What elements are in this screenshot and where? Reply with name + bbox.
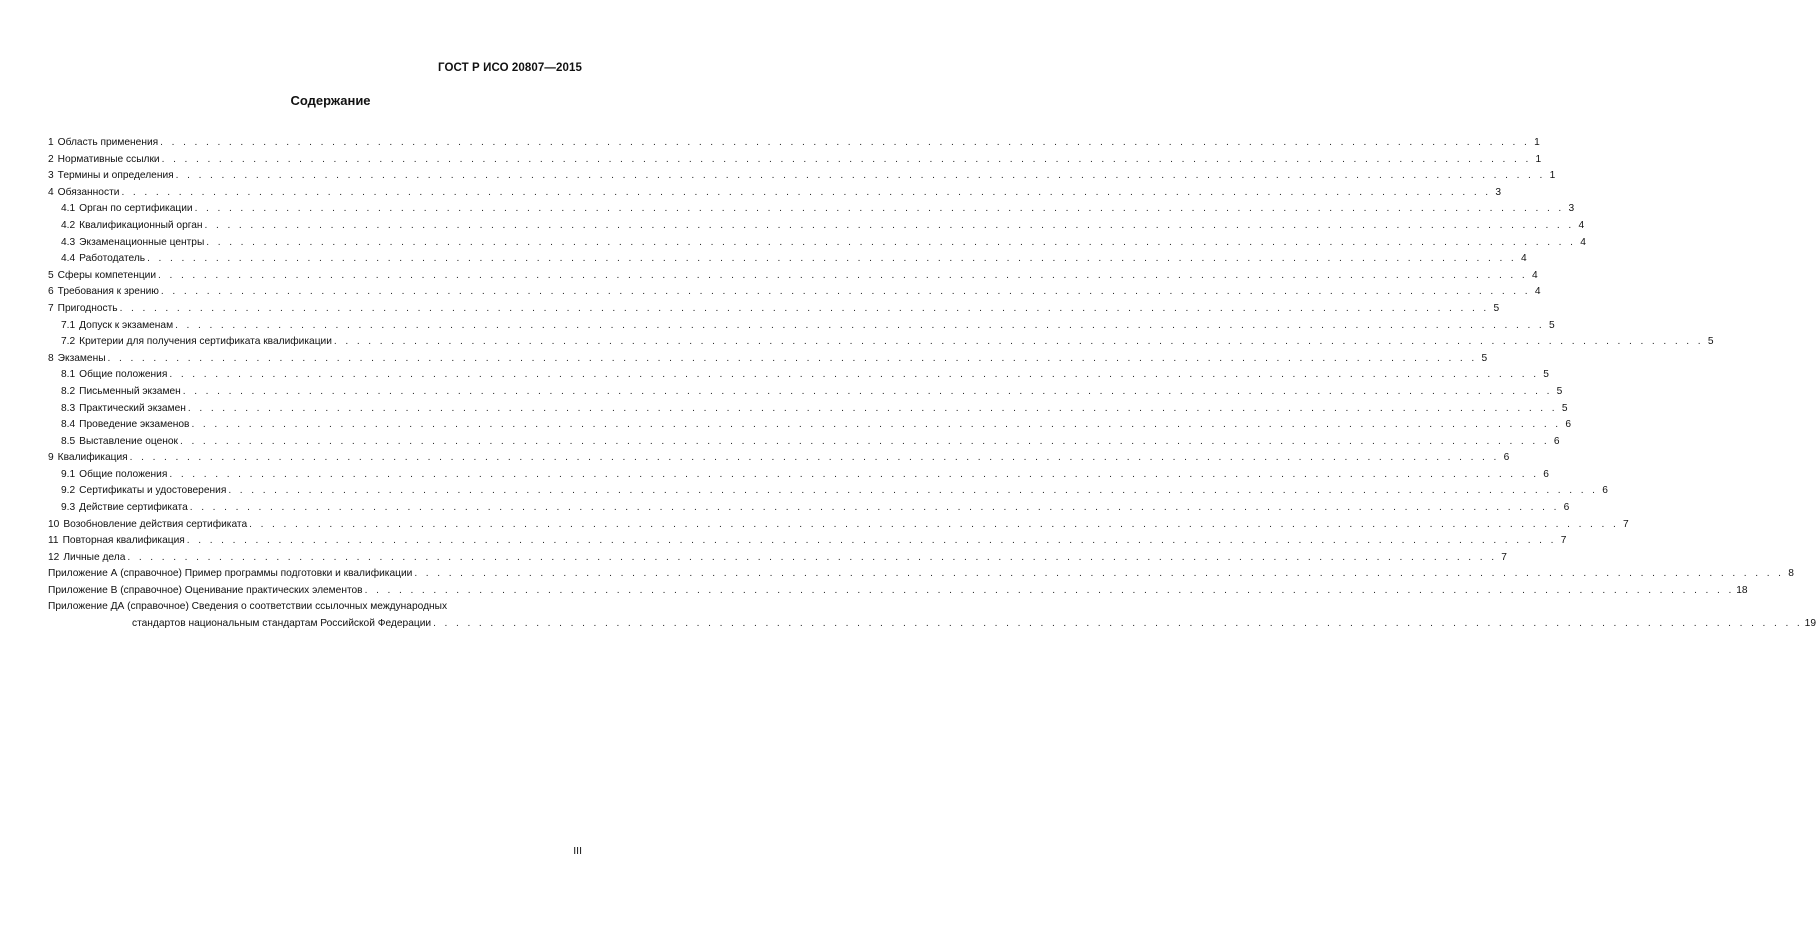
toc-entry-page: 4 [1578,219,1585,231]
toc-entry-title: Приложение В (справочное) Оценивание практических элементов [48,585,363,597]
toc-leader-dots: . . . . . . . . . . . . . . . . . . . . . . . . . . . . . . . . . . . . . . . . . . . . . . . . . . . . . . . . . . . . . . . . . . . . . . . . . . . . . . . . . . . . . . . . . . . . . . . . . . . . . . . . . . . . . . . . . . . . . . . . [414,568,1784,580]
toc-entry-title: Требования к зрению [57,286,159,298]
toc-entry-page: 6 [1563,502,1570,514]
toc-entry-page: 18 [1736,585,1748,597]
toc-leader-dots: . . . . . . . . . . . . . . . . . . . . . . . . . . . . . . . . . . . . . . . . . . . . . . . . . . . . . . . . . . . . . . . . . . . . . . . . . . . . . . . . . . . . . . . . . . . . . . . . . . . . . . . . . . . . . . . . . . . . . . . . [189,502,1560,514]
toc-entry-number: 8 [48,352,54,364]
toc-entry[interactable] [48,384,1563,401]
toc-leader-dots: . . . . . . . . . . . . . . . . . . . . . . . . . . . . . . . . . . . . . . . . . . . . . . . . . . . . . . . . . . . . . . . . . . . . . . . . . . . . . . . . . . . . . . . . . . . . . . . . . . . . . . . . . . . . . . . . . . . . . . . . [169,468,1539,480]
toc-entry-number: 5 [48,269,54,281]
toc-entry-number: 3 [48,170,54,182]
toc-entry-title: Повторная квалификация [62,535,185,547]
toc-entry-number: 8.3 [61,402,76,414]
toc-entry-annex-da-line1[interactable] [48,600,583,616]
toc-entry-number: 4 [48,186,54,198]
toc-leader-dots: . . . . . . . . . . . . . . . . . . . . . . . . . . . . . . . . . . . . . . . . . . . . . . . . . . . . . . . . . . . . . . . . . . . . . . . . . . . . . . . . . . . . . . . . . . . . . . . . . . . . . . . . . . . . . . . . . . . . . . . . [206,236,1576,248]
toc-entry-number: 4.3 [61,236,76,248]
toc-entry-title: Орган по сертификации [79,203,193,215]
toc-entry[interactable] [48,135,1540,152]
toc-leader-dots: . . . . . . . . . . . . . . . . . . . . . . . . . . . . . . . . . . . . . . . . . . . . . . . . . . . . . . . . . . . . . . . . . . . . . . . . . . . . . . . . . . . . . . . . . . . . . . . . . . . . . . . . . . . . . . . . . . . . . . . . [160,286,1531,298]
toc-entry-title: Экзамены [57,352,106,364]
toc-entry-page: 6 [1565,419,1572,431]
toc-entry-page: 4 [1534,286,1541,298]
toc-entry-page: 3 [1568,203,1575,215]
toc-entry[interactable] [48,201,1575,218]
toc-entry-title: Практический экзамен [79,402,186,414]
toc-entry[interactable] [48,152,1542,169]
toc-leader-dots: . . . . . . . . . . . . . . . . . . . . . . . . . . . . . . . . . . . . . . . . . . . . . . . . . . . . . . . . . . . . . . . . . . . . . . . . . . . . . . . . . . . . . . . . . . . . . . . . . . . . . . . . . . . . . . . . . . . . . . . . [129,452,1500,464]
toc-entry[interactable] [48,550,1507,567]
toc-entry-number: 7 [48,302,54,314]
toc-entry-page: 7 [1501,551,1507,563]
toc-entry[interactable] [48,218,1585,235]
toc-entry-title: Допуск к экзаменам [79,319,174,331]
toc-leader-dots: . . . . . . . . . . . . . . . . . . . . . . . . . . . . . . . . . . . . . . . . . . . . . . . . . . . . . . . . . . . . . . . . . . . . . . . . . . . . . . . . . . . . . . . . . . . . . . . . . . . . . . . . . . . . . . . . . . . . . . . . [119,302,1490,314]
toc-entry-page: 1 [1535,153,1542,165]
toc-entry[interactable] [48,483,1608,500]
toc-entry-page: 5 [1707,336,1714,348]
toc-entry-title: стандартов национальным стандартам Российской Федерации [132,617,432,629]
toc-leader-dots: . . . . . . . . . . . . . . . . . . . . . . . . . . . . . . . . . . . . . . . . . . . . . . . . . . . . . . . . . . . . . . . . . . . . . . . . . . . . . . . . . . . . . . . . . . . . . . . . . . . . . . . . . . . . . . . . . . . . . . . . [175,319,1545,331]
toc-entry-title: Проведение экзаменов [79,419,190,431]
toc-entry-number: 1 [48,137,54,148]
toc-entry[interactable] [48,268,1538,285]
toc-entry[interactable] [48,434,1560,451]
toc-entry-number: 4.1 [61,203,76,215]
toc-entry-page: 6 [1503,452,1510,464]
toc-entry-page: 8 [1788,568,1794,580]
toc-entry[interactable] [48,517,1629,534]
toc-leader-dots: . . . . . . . . . . . . . . . . . . . . . . . . . . . . . . . . . . . . . . . . . . . . . . . . . . . . . . . . . . . . . . . . . . . . . . . . . . . . . . . . . . . . . . . . . . . . . . . . . . . . . . . . . . . . . . . . . . . . . . . . [204,219,1575,231]
toc-entry-page: 5 [1543,369,1549,381]
toc-entry-number: 7.1 [61,319,76,331]
toc-entry[interactable] [48,351,1488,368]
toc-entry-number: 6 [48,286,54,298]
table-of-contents [48,135,1816,632]
toc-entry-annex-da-line2[interactable] [48,616,1816,633]
toc-entry[interactable] [48,367,1549,384]
toc-leader-dots: . . . . . . . . . . . . . . . . . . . . . . . . . . . . . . . . . . . . . . . . . . . . . . . . . . . . . . . . . . . . . . . . . . . . . . . . . . . . . . . . . . . . . . . . . . . . . . . . . . . . . . . . . . . . . . . . . . . . . . . . [175,170,1546,182]
toc-entry-number: 8.4 [61,419,76,431]
toc-entry[interactable] [48,583,1748,600]
page-number: III [573,845,582,857]
toc-entry-title: Общие положения [79,468,168,480]
toc-entry[interactable] [48,235,1586,252]
toc-leader-dots: . . . . . . . . . . . . . . . . . . . . . . . . . . . . . . . . . . . . . . . . . . . . . . . . . . . . . . . . . . . . . . . . . . . . . . . . . . . . . . . . . . . . . . . . . . . . . . . . . . . . . . . . . . . . . . . . . . . . . . . . [169,369,1539,381]
toc-entry-number: 9 [48,452,54,464]
toc-entry-number: 9.2 [61,485,76,497]
toc-entry-number: 7.2 [61,336,76,348]
toc-entry-title: Область применения [57,137,159,148]
toc-leader-dots: . . . . . . . . . . . . . . . . . . . . . . . . . . . . . . . . . . . . . . . . . . . . . . . . . . . . . . . . . . . . . . . . . . . . . . . . . . . . . . . . . . . . . . . . . . . . . . . . . . . . . . . . . . . . . . . . . . . . . . . . [147,253,1517,265]
toc-entry-page: 1 [1549,170,1556,182]
toc-entry-title: Действие сертификата [79,502,188,514]
toc-leader-dots: . . . . . . . . . . . . . . . . . . . . . . . . . . . . . . . . . . . . . . . . . . . . . . . . . . . . . . . . . . . . . . . . . . . . . . . . . . . . . . . . . . . . . . . . . . . . . . . . . . . . . . . . . . . . . . . . . . . . . . . . [249,518,1619,530]
toc-entry[interactable] [48,284,1541,301]
toc-entry-title: Работодатель [79,253,146,265]
toc-entry-page: 5 [1556,385,1563,397]
toc-entry[interactable] [48,467,1549,484]
toc-entry-title: Приложение ДА (справочное) Сведения о соответствии ссылочных международных [48,601,448,613]
toc-entry-number: 4.4 [61,253,76,265]
toc-entry[interactable] [48,251,1527,268]
toc-entry-page: 3 [1495,186,1502,198]
toc-leader-dots: . . . . . . . . . . . . . . . . . . . . . . . . . . . . . . . . . . . . . . . . . . . . . . . . . . . . . . . . . . . . . . . . . . . . . . . . . . . . . . . . . . . . . . . . . . . . . . . . . . . . . . . . . . . . . . . . . . . . . . . . [187,402,1558,414]
toc-entry[interactable] [48,301,1500,318]
toc-entry-number: 11 [48,535,59,547]
toc-entry-number: 9.3 [61,502,76,514]
toc-entry[interactable] [48,450,1510,467]
toc-entry-page: 6 [1602,485,1608,497]
toc-leader-dots: . . . . . . . . . . . . . . . . . . . . . . . . . . . . . . . . . . . . . . . . . . . . . . . . . . . . . . . . . . . . . . . . . . . . . . . . . . . . . . . . . . . . . . . . . . . . . . . . . . . . . . . . . . . . . . . . . . . . . . . . [228,485,1598,497]
toc-leader-dots: . . . . . . . . . . . . . . . . . . . . . . . . . . . . . . . . . . . . . . . . . . . . . . . . . . . . . . . . . . . . . . . . . . . . . . . . . . . . . . . . . . . . . . . . . . . . . . . . . . . . . . . . . . . . . . . . . . . . . . . . [194,203,1565,215]
toc-leader-dots: . . . . . . . . . . . . . . . . . . . . . . . . . . . . . . . . . . . . . . . . . . . . . . . . . . . . . . . . . . . . . . . . . . . . . . . . . . . . . . . . . . . . . . . . . . . . . . . . . . . . . . . . . . . . . . . . . . . . . . . . [107,352,1478,364]
toc-entry-page: 5 [1561,402,1568,414]
toc-leader-dots: . . . . . . . . . . . . . . . . . . . . . . . . . . . . . . . . . . . . . . . . . . . . . . . . . . . . . . . . . . . . . . . . . . . . . . . . . . . . . . . . . . . . . . . . . . . . . . . . . . . . . . . . . . . . . . . . . . . . . . . . [160,137,1530,148]
toc-entry-page: 6 [1543,468,1549,480]
toc-entry-title: Обязанности [57,186,120,198]
toc-entry[interactable] [48,533,1567,550]
toc-entry[interactable] [48,334,1714,351]
toc-entry[interactable] [48,566,1794,583]
toc-leader-dots: . . . . . . . . . . . . . . . . . . . . . . . . . . . . . . . . . . . . . . . . . . . . . . . . . . . . . . . . . . . . . . . . . . . . . . . . . . . . . . . . . . . . . . . . . . . . . . . . . . . . . . . . . . . . . . . . . . . . . . . . [127,551,1497,563]
toc-entry-number: 4.2 [61,219,76,231]
toc-entry-number: 8.5 [61,435,76,447]
toc-leader-dots: . . . . . . . . . . . . . . . . . . . . . . . . . . . . . . . . . . . . . . . . . . . . . . . . . . . . . . . . . . . . . . . . . . . . . . . . . . . . . . . . . . . . . . . . . . . . . . . . . . . . . . . . . . . . . . . . . . . . . . . . [158,269,1528,281]
toc-entry-page: 4 [1580,236,1586,248]
toc-entry-title: Нормативные ссылки [57,153,160,165]
toc-leader-dots: . . . . . . . . . . . . . . . . . . . . . . . . . . . . . . . . . . . . . . . . . . . . . . . . . . . . . . . . . . . . . . . . . . . . . . . . . . . . . . . . . . . . . . . . . . . . . . . . . . . . . . . . . . . . . . . . . . . . . . . . [161,153,1532,165]
toc-entry-page: 5 [1549,319,1555,331]
toc-entry-page: 19 [1804,617,1816,629]
toc-entry-page: 7 [1560,535,1567,547]
toc-entry-number: 9.1 [61,468,76,480]
toc-leader-dots: . . . . . . . . . . . . . . . . . . . . . . . . . . . . . . . . . . . . . . . . . . . . . . . . . . . . . . . . . . . . . . . . . . . . . . . . . . . . . . . . . . . . . . . . . . . . . . . . . . . . . . . . . . . . . . . . . . . . . . . . [186,535,1557,547]
document-standard-number: ГОСТ Р ИСО 20807—2015 [437,62,582,74]
toc-entry-title: Термины и определения [57,170,174,182]
toc-leader-dots: . . . . . . . . . . . . . . . . . . . . . . . . . . . . . . . . . . . . . . . . . . . . . . . . . . . . . . . . . . . . . . . . . . . . . . . . . . . . . . . . . . . . . . . . . . . . . . . . . . . . . . . . . . . . . . . . . . . . . . . . [333,336,1704,348]
toc-entry-number: 8.1 [61,369,76,381]
toc-leader-dots: . . . . . . . . . . . . . . . . . . . . . . . . . . . . . . . . . . . . . . . . . . . . . . . . . . . . . . . . . . . . . . . . . . . . . . . . . . . . . . . . . . . . . . . . . . . . . . . . . . . . . . . . . . . . . . . . . . . . . . . . [180,435,1550,447]
toc-entry-page: 5 [1481,352,1488,364]
toc-leader-dots: . . . . . . . . . . . . . . . . . . . . . . . . . . . . . . . . . . . . . . . . . . . . . . . . . . . . . . . . . . . . . . . . . . . . . . . . . . . . . . . . . . . . . . . . . . . . . . . . . . . . . . . . . . . . . . . . . . . . . . . . [191,419,1562,431]
toc-entry[interactable] [48,185,1502,202]
toc-entry-page: 6 [1553,435,1560,447]
toc-entry-title: Квалификационный орган [79,219,203,231]
toc-entry-title: Выставление оценок [79,435,179,447]
toc-entry-title: Личные дела [63,551,126,563]
toc-entry-title: Экзаменационные центры [79,236,205,248]
toc-entry-title: Сферы компетенции [57,269,157,281]
toc-leader-dots: . . . . . . . . . . . . . . . . . . . . . . . . . . . . . . . . . . . . . . . . . . . . . . . . . . . . . . . . . . . . . . . . . . . . . . . . . . . . . . . . . . . . . . . . . . . . . . . . . . . . . . . . . . . . . . . . . . . . . . . . [364,585,1735,597]
toc-entry-title: Возобновление действия сертификата [63,518,248,530]
page-title: Содержание [290,93,371,108]
toc-entry-page: 4 [1531,269,1538,281]
toc-entry-title: Квалификация [57,452,128,464]
toc-entry-title: Критерии для получения сертификата квалификации [79,336,332,348]
toc-entry[interactable] [48,318,1555,335]
toc-leader-dots: . . . . . . . . . . . . . . . . . . . . . . . . . . . . . . . . . . . . . . . . . . . . . . . . . . . . . . . . . . . . . . . . . . . . . . . . . . . . . . . . . . . . . . . . . . . . . . . . . . . . . . . . . . . . . . . . . . . . . . . . [182,385,1553,397]
toc-entry-number: 2 [48,153,54,165]
toc-entry-title: Пригодность [57,302,118,314]
toc-entry-title: Письменный экзамен [79,385,181,397]
toc-leader-dots: . . . . . . . . . . . . . . . . . . . . . . . . . . . . . . . . . . . . . . . . . . . . . . . . . . . . . . . . . . . . . . . . . . . . . . . . . . . . . . . . . . . . . . . . . . . . . . . . . . . . . . . . . . . . . . . . . . . . . . . . [121,186,1492,198]
toc-entry-page: 4 [1521,253,1527,265]
toc-entry-title: Общие положения [79,369,168,381]
toc-entry[interactable] [48,500,1570,517]
toc-entry-page: 1 [1534,137,1540,148]
toc-entry-number: 8.2 [61,385,76,397]
toc-entry-title: Приложение А (справочное) Пример программы подготовки и квалификации [48,568,413,580]
toc-leader-dots: . . . . . . . . . . . . . . . . . . . . . . . . . . . . . . . . . . . . . . . . . . . . . . . . . . . . . . . . . . . . . . . . . . . . . . . . . . . . . . . . . . . . . . . . . . . . . . . . . . . . . . . . . . . . . . . . . . . . . . . . [433,617,1803,629]
toc-entry[interactable] [48,168,1556,185]
toc-entry-number: 12 [48,551,60,563]
toc-entry-page: 7 [1623,518,1629,530]
toc-entry-number: 10 [48,518,60,530]
toc-entry[interactable] [48,401,1568,418]
toc-entry-page: 5 [1493,302,1500,314]
toc-entry-title: Сертификаты и удостоверения [79,485,227,497]
toc-entry[interactable] [48,417,1572,434]
